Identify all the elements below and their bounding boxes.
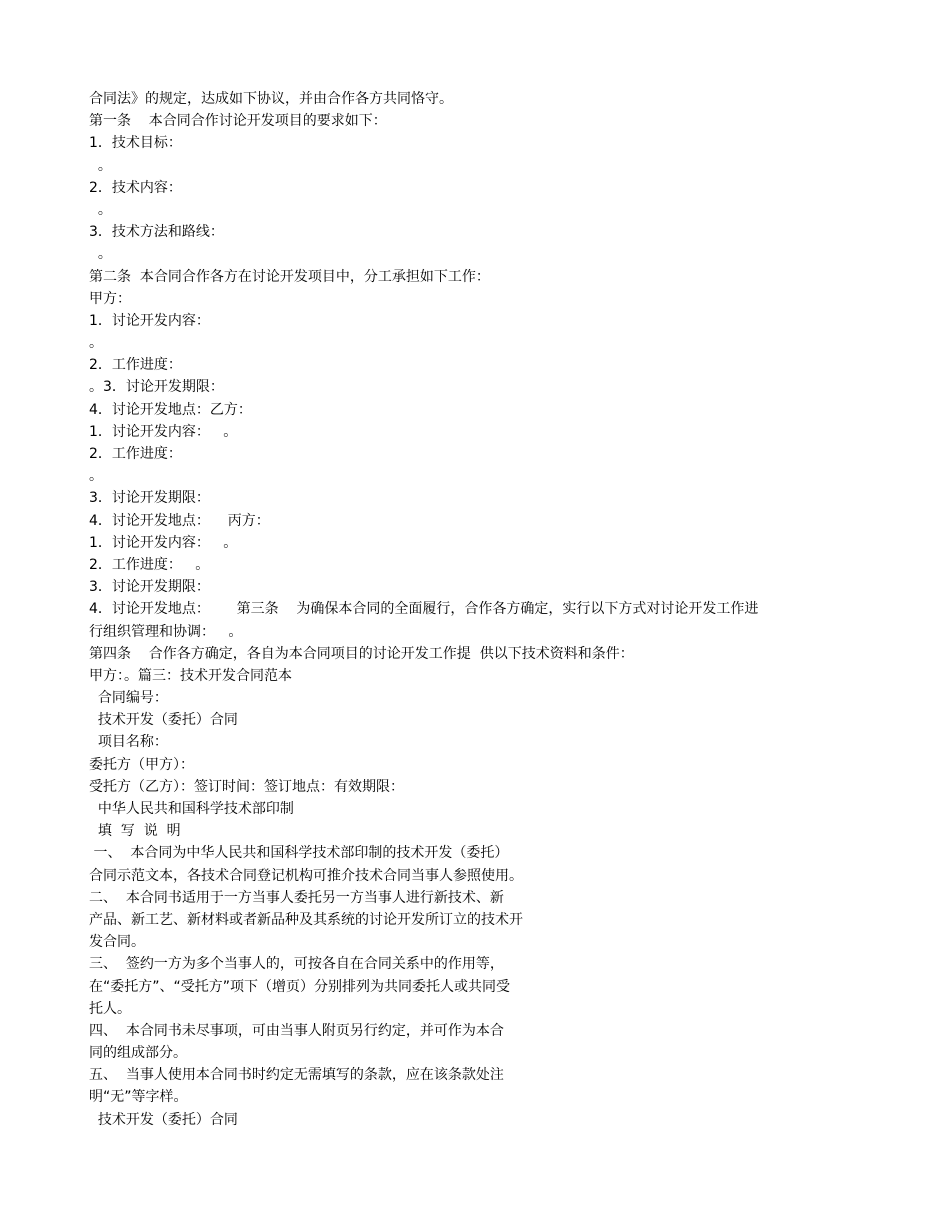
text-line: 技术开发（委托）合同: [89, 712, 238, 729]
text-line: 1．讨论开发内容： 。: [89, 423, 238, 440]
text-line: 4．讨论开发地点： 第三条 为确保本合同的全面履行，合作各方确定，实行以下方式对讨论开发工作进: [89, 601, 759, 618]
text-line: 1．讨论开发内容：: [89, 312, 210, 329]
text-line: 受托方（乙方）：签订时间：签订地点：有效期限：: [89, 778, 404, 795]
text-line: 委托方（甲方）：: [89, 756, 194, 773]
text-line: 4．讨论开发地点：乙方：: [89, 401, 252, 418]
text-line: 4．讨论开发地点： 丙方：: [89, 512, 270, 529]
text-line: 同的组成部分。: [89, 1045, 187, 1062]
text-line: 合同编号：: [89, 690, 168, 707]
text-line: 。: [89, 468, 103, 485]
text-line: 发合同。: [89, 934, 145, 951]
text-line: 明“无”等字样。: [89, 1089, 188, 1106]
text-line: 。: [89, 157, 112, 174]
text-line: 。3．讨论开发期限：: [89, 379, 224, 396]
text-line: 填 写 说 明: [89, 823, 181, 840]
text-line: 三、 签约一方为多个当事人的，可按各自在合同关系中的作用等，: [89, 956, 504, 973]
text-line: 行组织管理和协调： 。: [89, 623, 243, 640]
text-line: 。: [89, 201, 112, 218]
text-line: 产品、新工艺、新材料或者新品种及其系统的讨论开发所订立的技术开: [89, 911, 523, 928]
text-line: 第二条 本合同合作各方在讨论开发项目中，分工承担如下工作：: [89, 268, 490, 285]
text-line: 3．讨论开发期限：: [89, 579, 210, 596]
text-line: 合同示范文本，各技术合同登记机构可推介技术合同当事人参照使用。: [89, 867, 523, 884]
text-line: 2．工作进度： 。: [89, 556, 210, 573]
text-line: 四、 本合同书未尽事项，可由当事人附页另行约定，并可作为本合: [89, 1022, 504, 1039]
text-line: 第一条 本合同合作讨论开发项目的要求如下：: [89, 113, 387, 130]
text-line: 2．工作进度：: [89, 446, 182, 462]
text-line: 1．技术目标：: [89, 135, 182, 152]
text-line: 2．技术内容：: [89, 179, 182, 196]
text-line: 技术开发（委托）合同: [89, 1111, 238, 1128]
text-line: 。: [89, 246, 112, 263]
text-line: 1．讨论开发内容： 。: [89, 534, 238, 551]
text-line: 五、 当事人使用本合同书时约定无需填写的条款，应在该条款处注: [89, 1067, 504, 1084]
text-line: 甲方：: [89, 290, 131, 307]
text-line: 在“委托方”、“受托方”项下（增页）分别排列为共同委托人或共同受: [89, 978, 511, 995]
text-line: 甲方：。篇三：技术开发合同范本: [89, 667, 292, 684]
text-line: 3．讨论开发期限：: [89, 490, 210, 507]
text-line: 中华人民共和国科学技术部印制: [89, 801, 294, 817]
text-line: 二、 本合同书适用于一方当事人委托另一方当事人进行新技术、新: [89, 889, 504, 906]
text-line: 2．工作进度：: [89, 357, 182, 374]
text-line: 托人。: [89, 1000, 131, 1017]
text-line: 3．技术方法和路线：: [89, 224, 224, 241]
text-line: 项目名称：: [89, 734, 168, 751]
document-body: [89, 88, 869, 1131]
text-line: 。: [89, 335, 103, 352]
text-line: 合同法》的规定，达成如下协议，并由合作各方共同恪守。: [89, 91, 453, 107]
text-line: 一、 本合同为中华人民共和国科学技术部印制的技术开发（委托）: [89, 845, 509, 862]
text-line: 第四条 合作各方确定，各自为本合同项目的讨论开发工作提 供以下技术资料和条件：: [89, 645, 634, 662]
